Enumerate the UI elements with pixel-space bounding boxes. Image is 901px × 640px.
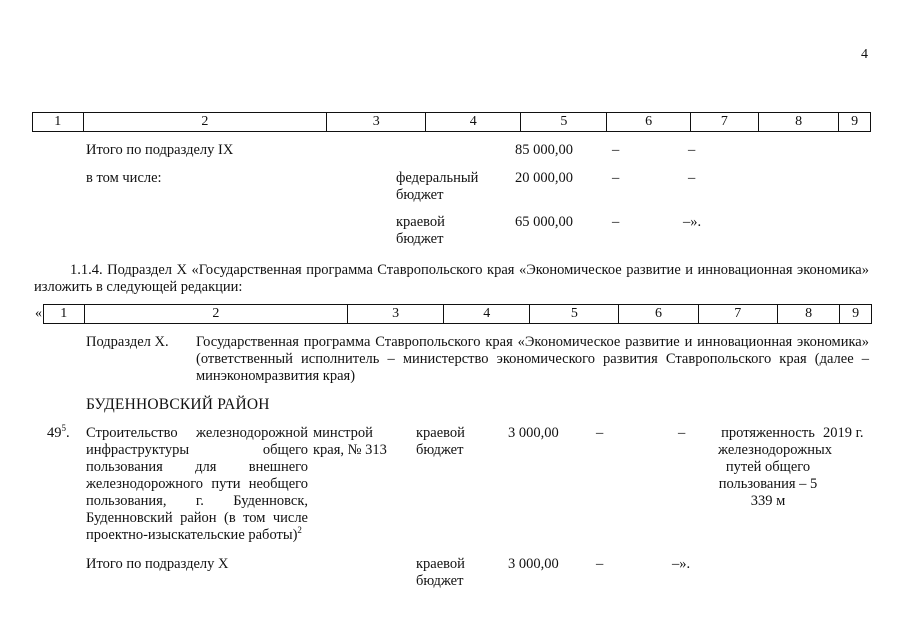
column-header-cell: 4: [443, 305, 529, 323]
funding-source: краевой бюджет: [416, 425, 465, 458]
column-header-cell: 3: [326, 113, 425, 131]
regional-amount: 65 000,00: [515, 214, 573, 230]
column-header-cell: 8: [777, 305, 839, 323]
column-header-cell: 9: [838, 113, 870, 131]
column-header-cell: 5: [529, 305, 618, 323]
total-x-label: Итого по подразделу X: [86, 556, 229, 572]
total-x-amount: 3 000,00: [508, 556, 559, 572]
total-ix-col7: –: [688, 142, 696, 158]
column-header-cell: 2: [84, 305, 347, 323]
column-header-cell: 1: [60, 306, 68, 321]
customer: минстрой края, № 313: [313, 425, 387, 458]
federal-col7: –: [688, 170, 696, 186]
column-header-cell: 4: [425, 113, 520, 131]
column-header-cell: 7: [690, 113, 758, 131]
column-header-cell: 9: [839, 305, 871, 323]
total-ix-label: Итого по подразделу IX: [86, 142, 234, 158]
amendment-paragraph: 1.1.4. Подраздел X «Государственная программа Ставропольского края «Экономическое развитие и инновационная экономика» изложить в следующей редакции:: [34, 262, 869, 295]
including-label: в том числе:: [86, 170, 162, 186]
column-header-cell: 3: [347, 305, 443, 323]
column-header-row-top: [32, 112, 871, 132]
federal-col6: –: [612, 170, 620, 186]
regional-budget-label: краевой бюджет: [396, 214, 445, 247]
column-header-cell: 8: [758, 113, 838, 131]
object-name: Строительство железнодорожной инфраструктуры общего пользования для внешнего железнодорожного пути необщего пользования, г. Буденновск, Буденновский район (в том числе проектно-изыскательские работы)$^2$: [86, 425, 308, 543]
completion-year: 2019 г.: [823, 425, 864, 441]
column-header-cell: 1: [54, 114, 62, 129]
result-indicator: протяженность железнодорожных путей общего пользования – 5 339 м: [718, 425, 832, 509]
opening-quote: «: [35, 306, 42, 321]
row-amount: 3 000,00: [508, 425, 559, 441]
page-number: 4: [861, 47, 868, 62]
federal-amount: 20 000,00: [515, 170, 573, 186]
total-x-col7: –».: [672, 556, 691, 572]
total-ix-amount: 85 000,00: [515, 142, 573, 158]
total-x-col6: –: [596, 556, 604, 572]
subsection-text: Государственная программа Ставропольского края «Экономическое развитие и инновационная экономика» (ответственный исполнитель – министерство экономического развития Ставропольского края (далее – минэкономразвития края): [196, 334, 869, 384]
regional-col7: –».: [683, 214, 702, 230]
subsection-label: Подраздел X.: [86, 334, 169, 350]
row-col6: –: [596, 425, 604, 441]
federal-budget-label: федеральный бюджет: [396, 170, 479, 203]
row-number: $49^5$.: [47, 423, 70, 441]
total-x-source: краевой бюджет: [416, 556, 465, 589]
column-header-cell: 7: [698, 305, 777, 323]
column-header-cell: 6: [606, 113, 689, 131]
column-header-cell: 2: [83, 113, 327, 131]
row-col7: –: [678, 425, 686, 441]
column-header-cell: 5: [520, 113, 606, 131]
total-ix-col6: –: [612, 142, 620, 158]
regional-col6: –: [612, 214, 620, 230]
district-heading: БУДЕННОВСКИЙ РАЙОН: [86, 396, 270, 413]
column-header-row-bottom: [43, 304, 872, 324]
column-header-cell: 6: [618, 305, 697, 323]
